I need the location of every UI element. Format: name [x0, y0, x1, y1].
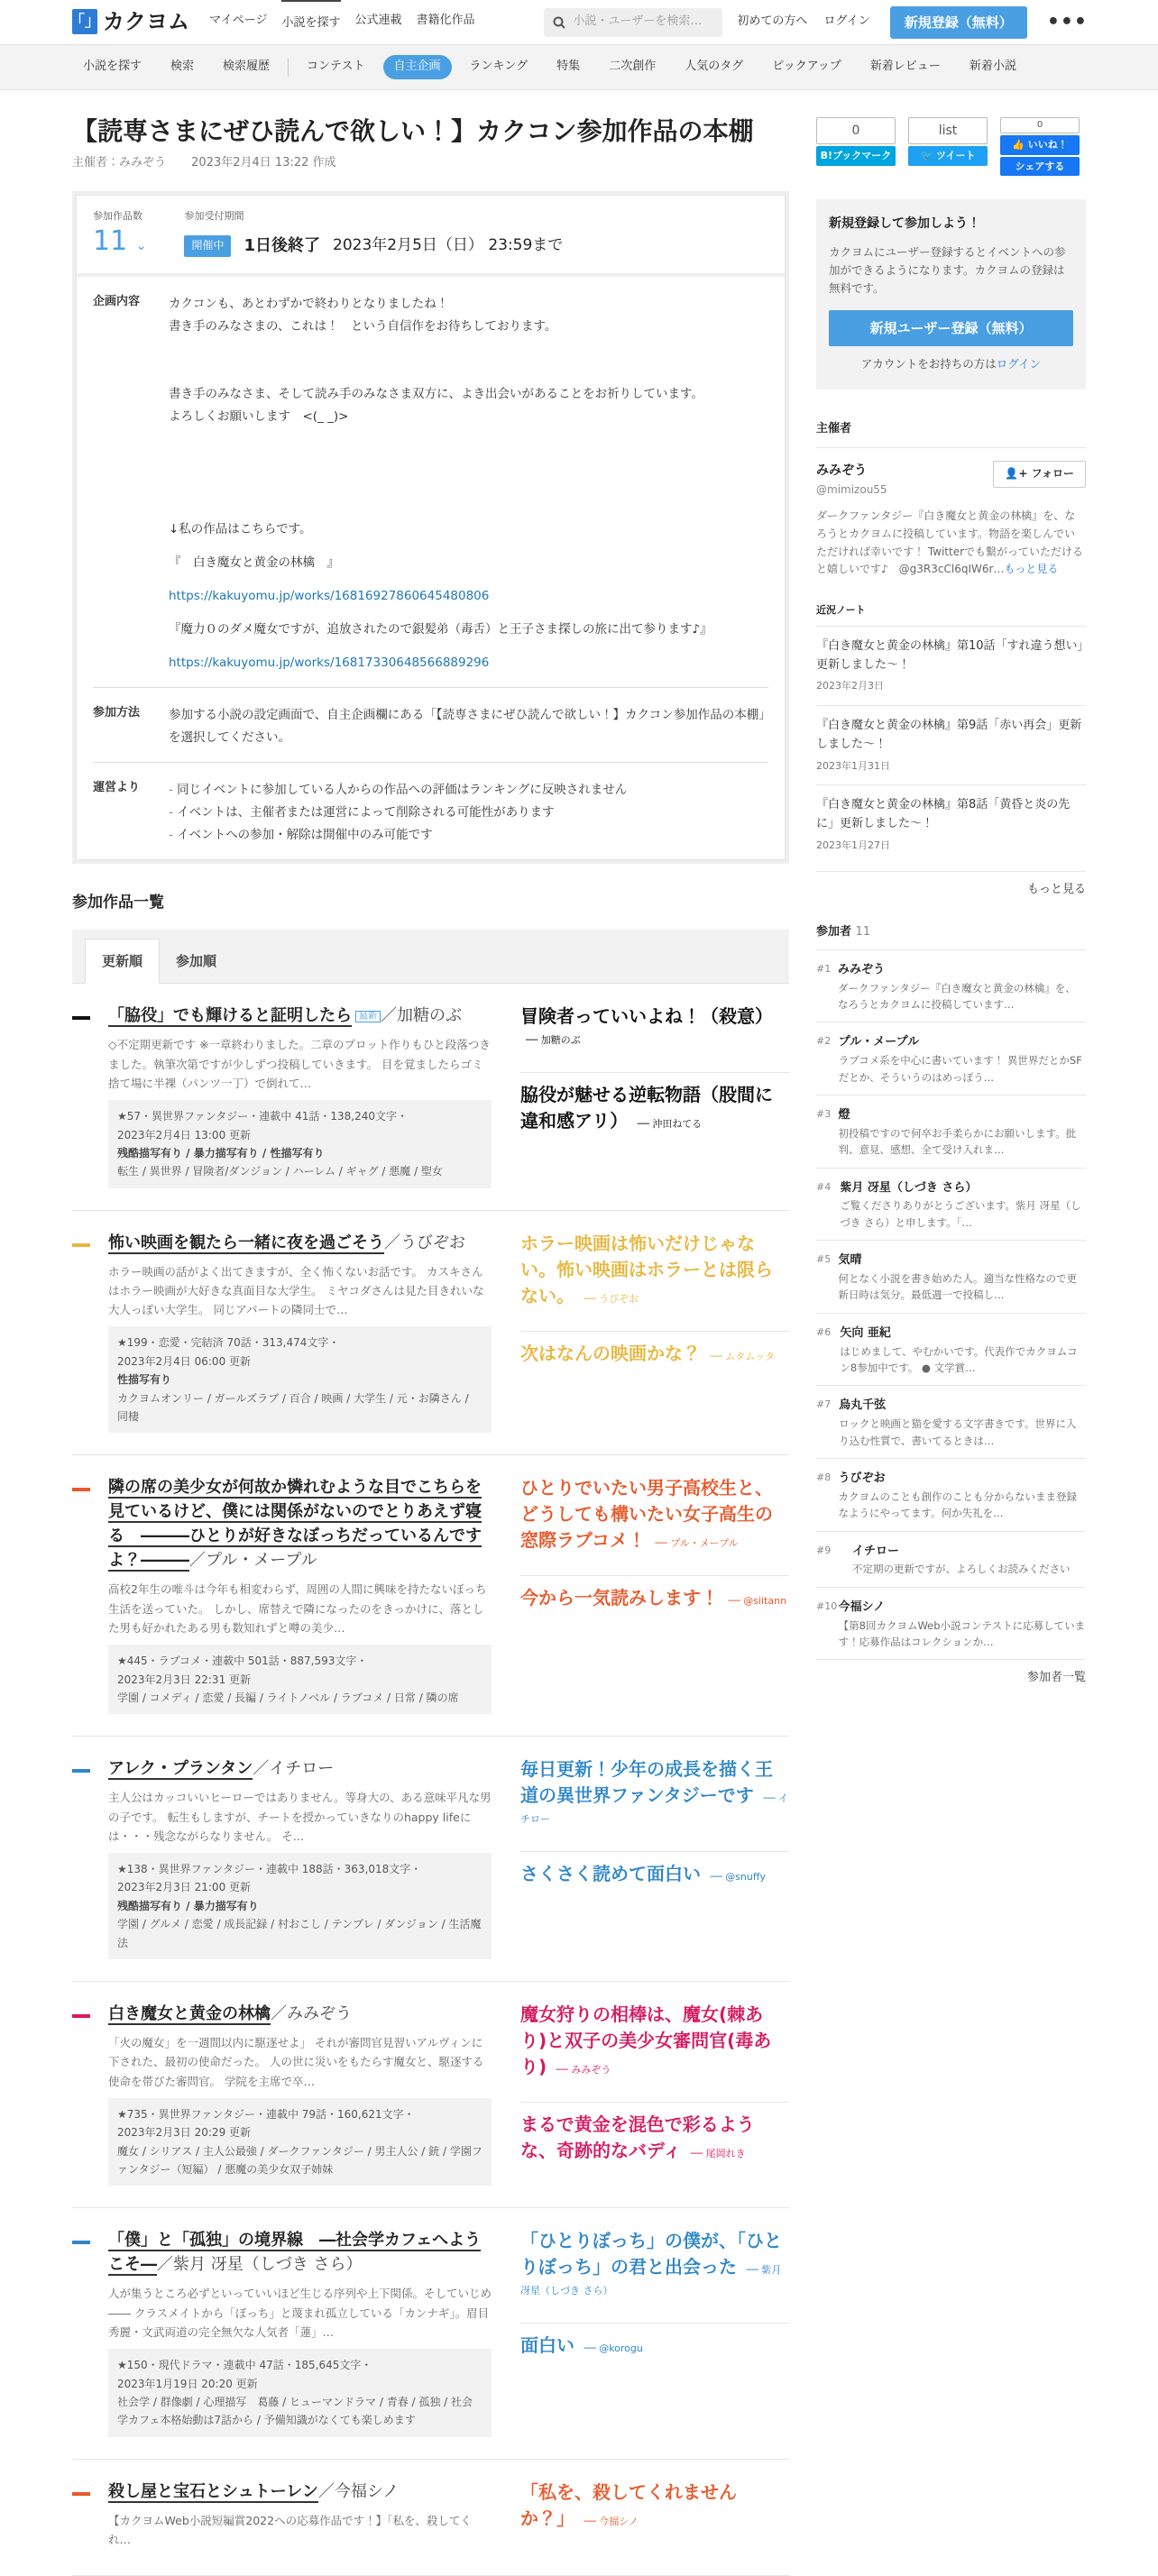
content-line: 『魔力０のダメ魔女ですが、追放されたので銀髪弟（毒舌）と王子さま探しの旅に出て参ります♪』 — [169, 622, 712, 637]
signup-button[interactable]: 新規ユーザー登録（無料） — [829, 310, 1073, 346]
participant-bio: 【第8回カクヨムWeb小説コンテストに応募しています！応募作品はコレクションか… — [838, 1618, 1086, 1648]
content-line: よろしくお願いします <(_ _)> — [169, 409, 349, 425]
participant-item[interactable] — [816, 1587, 1086, 1660]
chevron-down-icon: ⌄ — [135, 238, 147, 253]
participant-rank: #2 — [816, 1035, 832, 1048]
review-author: ── プル・メープル — [655, 1537, 739, 1550]
rule-item: - 同じイベントに参加している人からの作品への評価はランキングに反映されません — [169, 779, 768, 802]
share-button[interactable]: シェアする — [1000, 157, 1080, 177]
work-author[interactable]: ／うびぞお — [384, 1233, 465, 1252]
rules — [77, 763, 785, 859]
work-item — [72, 1455, 789, 1737]
work-count[interactable]: 11 ⌄ — [93, 225, 147, 257]
nav-books[interactable]: 書籍化作品 — [416, 13, 475, 27]
work-author[interactable]: ／プル・メープル — [189, 1551, 317, 1571]
work-item — [72, 984, 789, 1210]
rule-item: - イベントは、主催者または運営によって削除される可能性があります — [169, 802, 768, 824]
review-author: ── @snuffy — [710, 1870, 766, 1883]
tab-joined[interactable]: 参加順 — [176, 953, 217, 970]
subnav-pickup[interactable]: ピックアップ — [772, 60, 841, 74]
rules-label: 運営より — [93, 781, 141, 795]
work-reviews — [520, 2228, 789, 2436]
work-link[interactable]: https://kakuyomu.jp/works/16817330648566889296 — [169, 655, 490, 671]
nav-official[interactable]: 公式連載 — [354, 13, 402, 27]
login-prefix: アカウントをお持ちの方は — [860, 356, 997, 371]
organizer-name[interactable]: みみぞう — [816, 463, 867, 479]
deadline: 2023年2月5日（日） 23:59まで — [333, 236, 564, 255]
search-placeholder: 小説・ユーザーを検索… — [573, 14, 703, 29]
participants-count: 11 — [855, 925, 871, 940]
participant-item[interactable] — [816, 1095, 1086, 1168]
participant-name: イチロー — [852, 1544, 900, 1558]
content-line: ↓私の作品はこちらです。 — [169, 522, 312, 537]
participant-bio: カクヨムのことも創作のことも分からないまま登録なようにやってます。何か失礼を… — [838, 1490, 1078, 1520]
review-author: ── @siitann — [728, 1595, 787, 1608]
participant-item[interactable] — [816, 1385, 1086, 1458]
login-link[interactable]: ログイン — [823, 14, 870, 29]
review-item[interactable]: 冒険者っていいよね！（殺意） ── 加糖のぶ — [520, 1005, 773, 1047]
like-button[interactable]: 👍 いいね！ — [1000, 135, 1080, 155]
review-author: ── @korogu — [584, 2342, 643, 2354]
work-item — [72, 1982, 789, 2208]
subnav-fanfic[interactable]: 二次創作 — [609, 60, 657, 74]
remaining-time: 1日後終了 — [244, 235, 321, 255]
more-menu-icon[interactable]: ••• — [1046, 10, 1088, 33]
work-color-bar — [72, 1488, 90, 1491]
participant-item[interactable] — [816, 1531, 1086, 1587]
participant-rank: #6 — [816, 1325, 832, 1338]
subnav-reviews[interactable]: 新着レビュー — [869, 60, 941, 74]
content-line — [169, 451, 768, 473]
work-link[interactable]: https://kakuyomu.jp/works/16816927860645480806 — [169, 589, 490, 604]
share-buttons — [816, 117, 1086, 176]
sidebar-login-link[interactable]: ログイン — [996, 356, 1042, 371]
follow-button[interactable]: 👤+ フォロー — [993, 461, 1086, 487]
content-line: 書き手のみなさま、そして読み手のみなさま双方に、よき出会いがあることをお祈りしています。 — [169, 387, 703, 402]
participant-name: 紫月 冴星（しづき さら） — [840, 1180, 978, 1195]
work-tags[interactable]: 転生 / 異世界 / 冒険者/ダンジョン / ハーレム / ギャグ / 悪魔 / 聖女 — [117, 1165, 443, 1178]
organizer-id: @mimizou55 — [816, 482, 887, 496]
participant-bio: 不定期の更新ですが、よろしくお読みください — [852, 1563, 1071, 1576]
review-item[interactable]: 「ひとりぼっち」の僕が、「ひとりぼっち」の君と出会った ── 紫月 冴星（しづき さら） — [520, 2230, 782, 2297]
review-author: ── 今福シノ — [584, 2515, 639, 2527]
join-method — [77, 688, 785, 762]
participant-bio: 初投稿ですので何卒お手柔らかにお願いします。批判、意見、感想、全て受け入れま… — [838, 1126, 1077, 1157]
work-reviews — [520, 1475, 789, 1714]
content-line: 書き手のみなさまの、これは！ という自信作をお待ちしております。 — [169, 319, 557, 335]
participant-rank: #5 — [816, 1253, 832, 1266]
content-line — [169, 473, 768, 496]
organizer-card — [816, 447, 1086, 579]
work-title[interactable]: 「僕」と「孤独」の境界線 ―社会学カフェへようこそ― — [108, 2231, 482, 2275]
work-reviews — [520, 2002, 789, 2186]
work-description: 人が集うところ必ずといっていいほど生じる序列や上下関係。そしていじめ―― クラスメイトから「ぼっち」と蔑まれ孤立している「カンナギ」。眉目秀麗・文武両道の完全無欠な人気者「蓮」… — [108, 2287, 492, 2339]
sidebar — [816, 90, 1086, 2576]
event-overview — [77, 196, 785, 277]
content-line — [169, 338, 768, 361]
participant-rank: #8 — [816, 1471, 832, 1483]
participant-name: プル・メープル — [838, 1035, 920, 1050]
participant-bio: ダークファンタジー『白き魔女と黄金の林檎』を、なろうとカクヨムに投稿しています… — [837, 981, 1076, 1012]
participant-name: 気晴 — [838, 1253, 862, 1268]
review-item[interactable]: ひとりでいたい男子高校生と、どうしても構いたい女子高生の窓際ラブコメ！ ── プル・メープル — [520, 1477, 773, 1552]
participant-rank: #1 — [816, 962, 832, 975]
content-line — [169, 428, 768, 451]
rule-item: - イベントへの参加・解除は開催中のみ可能です — [169, 824, 768, 847]
work-author[interactable]: ／加糖のぶ — [381, 1006, 462, 1026]
work-reviews — [520, 2480, 789, 2553]
participant-item[interactable] — [816, 1022, 1086, 1095]
content-label: 企画内容 — [93, 295, 141, 309]
work-description: 主人公はカッコいいヒーローではありません。等身大の、ある意味平凡な男の子です。 転生もしますが、チートを授かっていきなりのhappy lifeには・・・残念ながらなりません。 そ… — [108, 1791, 492, 1843]
work-author[interactable]: ／紫月 冴星（しづき さら） — [157, 2255, 363, 2275]
work-color-bar — [72, 2492, 90, 2496]
note-item[interactable]: 『白き魔女と黄金の林檎』第9話「赤い再会」更新しました～！ 2023年1月31日 — [816, 705, 1086, 784]
review-item[interactable]: 次はなんの映画かな？ ── ムタムッタ — [520, 1331, 789, 1378]
review-author: ── 加糖のぶ — [526, 1034, 581, 1047]
search-input[interactable] — [544, 8, 722, 37]
review-author: ── 紫月 冴星（しづき さら） — [520, 2264, 782, 2297]
participant-name: 燈 — [838, 1108, 850, 1123]
work-reviews — [520, 1231, 789, 1434]
organizer-bio: ダークファンタジー『白き魔女と黄金の林檎』を、なろうとカクヨムに投稿しています。物語を楽しんでいただければ幸いです！ Twitterでも繋がっていただけると嬉しいです♪ @g3R3cCl6qIW6r… — [816, 509, 1084, 576]
join-title: 新規登録して参加しよう！ — [829, 216, 980, 232]
work-reviews — [520, 1756, 789, 1959]
work-description: 「火の魔女」を一週間以内に駆逐せよ」 それが審問官見習いアルヴィンに下された、最初の使命だった。 人の世に災いをもたらす魔女と、駆逐する使命を帯びた審問官。 学院を主席で卒… — [108, 2036, 484, 2088]
bookmark-count: 0 — [816, 117, 896, 144]
work-title[interactable]: アレク・プランタン — [108, 1759, 253, 1779]
join-box — [816, 199, 1086, 389]
review-item[interactable]: 魔女狩りの相棒は、魔女(棘あり)と双子の美少女審問官(毒あり) ── みみぞう — [520, 2003, 772, 2078]
event-content — [77, 277, 785, 687]
work-title[interactable]: 怖い映画を観たら一緒に夜を過ごそう — [108, 1233, 384, 1252]
participant-bio: ご覧くださりありがとうございます。紫月 冴星（しづき さら）と申します。「… — [840, 1199, 1081, 1229]
review-item[interactable]: さくさく読めて面白い ── @snuffy — [520, 1851, 789, 1898]
subnav-find[interactable]: 小説を探す — [83, 60, 142, 74]
user-plus-icon: 👤+ — [1005, 467, 1028, 481]
method-text: 参加する小説の設定画面で、自主企画欄にある「【読専さまにぜひ読んで欲しい！】カクコン参加作品の本棚」を選択してください。 — [169, 708, 765, 746]
work-color-bar — [72, 2241, 90, 2244]
work-item — [72, 1211, 789, 1456]
participant-item[interactable] — [816, 1240, 1086, 1313]
subnav-divider — [288, 59, 289, 77]
work-title[interactable]: 「脇役」でも輝けると証明したら — [108, 1006, 352, 1026]
content-line — [169, 361, 768, 383]
review-item[interactable]: 今から一気読みします！ ── @siitann — [520, 1575, 789, 1622]
work-stats: ★735・異世界ファンタジー・連載中 79話・160,621文字・ 2023年2月3日 20:29 更新 魔女 / シリアス / 主人公最強 / ダークファンタジー / 男主人公 / 銃 / 学園ファンタジー（短編） / 悪魔の美少女双子姉妹 — [108, 2098, 492, 2186]
work-stats: ★445・ラブコメ・連載中 501話・887,593文字・ 2023年2月3日 22:31 更新 学園 / コメディ / 恋愛 / 長編 / ライトノベル / ラブコメ / 日常 / 隣の席 — [108, 1645, 492, 1714]
subnav-events[interactable]: 自主企画 — [383, 55, 452, 79]
review-item[interactable]: 「私を、殺してくれませんか？」 ── 今福シノ — [520, 2480, 737, 2529]
method-label: 参加方法 — [93, 706, 141, 720]
notes-more-link[interactable]: もっと見る — [816, 871, 1086, 900]
organizer-heading: 主催者 — [816, 421, 852, 435]
participant-name: みみぞう — [837, 962, 885, 976]
work-color-bar — [72, 1243, 90, 1247]
participant-name: 今福シノ — [838, 1600, 886, 1614]
period-label: 参加受付期間 — [184, 209, 244, 222]
count-label: 参加作品数 — [93, 209, 142, 222]
participants-list-link[interactable]: 参加者一覧 — [816, 1659, 1086, 1688]
page-title: 【読専さまにぜひ読んで欲しい！】カクコン参加作品の本棚 — [72, 116, 754, 146]
work-description: ホラー映画の話がよく出てきますが、全く怖くないお話です。 カスキさんはホラー映画が大好きな真面目な大学生。 ミヤコダさんは見た目きれいな大人っぽい大学生。 同じアパートの隣同士で… — [108, 1264, 484, 1317]
works-tabs — [72, 930, 789, 984]
work-stats: ★150・現代ドラマ・連載中 47話・185,645文字・ 2023年1月19日 20:20 更新 社会学 / 群像劇 / 心理描写 葛藤 / ヒューマンドラマ / 青春 / 孤独 / 社会学カフェ本格始動は7話から / 予備知識がなくても楽しめます — [108, 2349, 492, 2437]
work-author[interactable]: ／今福シノ — [317, 2481, 400, 2501]
subnav-contest[interactable]: コンテスト — [307, 60, 365, 74]
review-item[interactable]: まるで黄金を混色で彩るような、奇跡的なバディ ── 尾岡れき — [520, 2102, 789, 2175]
status-badge: 開催中 — [184, 235, 231, 256]
work-tags[interactable]: 学園 / グルメ / 恋愛 / 成長記録 / 村おこし / テンプレ / ダンジョン / 生活魔法 — [117, 1918, 482, 1949]
participants-list — [816, 949, 1086, 1659]
subnav-history[interactable]: 検索履歴 — [223, 60, 271, 74]
participant-rank: #10 — [816, 1600, 838, 1612]
work-tags[interactable]: 社会学 / 群像劇 / 心理描写 葛藤 / ヒューマンドラマ / 青春 / 孤独 / 社会学カフェ本格始動は7話から / 予備知識がなくても楽しめます — [117, 2395, 473, 2427]
created-date: 2023年2月4日 13:22 作成 — [191, 156, 336, 170]
review-author: ── うびぞお — [584, 1292, 639, 1305]
logo-mark-icon: 「」 — [72, 9, 97, 34]
subnav-ranking[interactable]: ランキング — [469, 60, 528, 74]
participant-item[interactable] — [816, 1168, 1086, 1241]
work-stats: ★199・恋愛・完結済 70話・313,474文字・ 2023年2月4日 06:00 更新 性描写有り カクヨムオンリー / ガールズラブ / 百合 / 映画 / 大学生 / 元・お隣さん / 同棲 — [108, 1326, 492, 1433]
like-count: 0 — [1000, 117, 1080, 133]
subnav-new[interactable]: 新着小説 — [969, 60, 1016, 74]
subnav-search[interactable]: 検索 — [170, 60, 195, 74]
review-author: ── 尾岡れき — [690, 2148, 746, 2160]
review-author: ── ムタムッタ — [710, 1350, 776, 1362]
work-tags[interactable]: 魔女 / シリアス / 主人公最強 / ダークファンタジー / 男主人公 / 銃 / 学園ファンタジー（短編） / 悪魔の美少女双子姉妹 — [117, 2144, 482, 2176]
participant-item[interactable] — [816, 949, 1086, 1022]
notes-heading: 近況ノート — [816, 604, 866, 617]
works-heading: 参加作品一覧 — [72, 894, 164, 912]
participants-heading: 参加者 — [816, 925, 852, 940]
event-detail-box — [72, 191, 789, 864]
review-item[interactable]: ホラー映画は怖いだけじゃない。怖い映画はホラーとは限らない。 ── うびぞお — [520, 1232, 773, 1306]
join-text: カクヨムにユーザー登録するとイベントへの参加ができるようになります。カクヨムの登録は無料です。 — [829, 244, 1066, 295]
list-button[interactable]: list — [908, 117, 988, 144]
works-list — [72, 984, 789, 2575]
review-item[interactable]: 毎日更新！少年の成長を描く王道の異世界ファンタジーです ── イチロー — [520, 1758, 789, 1826]
content-line: カクコンも、あとわずかで終わりとなりましたね！ — [169, 297, 449, 312]
participant-bio: ロックと映画と猫を愛する文字書きです。世界に入り込む性質で、書いてるときは… — [839, 1417, 1077, 1447]
work-item — [72, 1737, 789, 1982]
participant-rank: #9 — [816, 1544, 832, 1556]
review-author: ── 沖田ねてる — [637, 1117, 703, 1130]
site-logo[interactable] — [69, 5, 189, 39]
work-stats: ★138・異世界ファンタジー・連載中 188話・363,018文字・ 2023年2月3日 21:00 更新 残酷描写有り / 暴力描写有り 学園 / グルメ / 恋愛 / 成長記録 / 村おこし / テンプレ / ダンジョン / 生活魔法 — [108, 1853, 492, 1959]
subnav-tags[interactable]: 人気のタグ — [685, 60, 744, 74]
main-column — [72, 90, 789, 2576]
review-item[interactable]: 面白い ── @korogu — [520, 2323, 789, 2370]
work-tags[interactable]: 学園 / コメディ / 恋愛 / 長編 / ライトノベル / ラブコメ / 日常 / 隣の席 — [117, 1691, 459, 1704]
register-button[interactable]: 新規登録（無料） — [890, 6, 1027, 39]
content-line: 『 白き魔女と黄金の林檎 』 — [169, 555, 339, 571]
participant-rank: #7 — [816, 1398, 832, 1411]
header-nav — [209, 0, 475, 45]
work-title[interactable]: 殺し屋と宝石とシュトーレン — [108, 2481, 318, 2501]
note-item[interactable]: 『白き魔女と黄金の林檎』第10話「すれ違う想い」更新しました～！ 2023年2月3日 — [816, 626, 1086, 705]
tweet-button[interactable]: 🐦 ツイート — [908, 146, 988, 166]
search-icon — [553, 16, 565, 29]
work-title[interactable]: 隣の席の美少女が何故か憐れむような目でこちらを見ているけど、僕には関係がないのでとりあえず寝る ―――ひとりが好きなぼっちだっているんですよ？――― — [108, 1478, 482, 1571]
nav-mypage[interactable]: マイページ — [209, 13, 268, 27]
work-color-bar — [72, 1769, 90, 1773]
site-header — [0, 0, 1158, 45]
work-tags[interactable]: カクヨムオンリー / ガールズラブ / 百合 / 映画 / 大学生 / 元・お隣さん / 同棲 — [117, 1391, 469, 1424]
participant-bio: ラブコメ系を中心に書いています！ 異世界だとかSFだとか、そういうのはめっぽう… — [838, 1054, 1082, 1084]
participant-name: うびぞお — [838, 1471, 886, 1485]
work-description: ◇不定期更新です ※一章終わりました。二章のプロット作りもひと段落つきました。執筆次第ですが少しずつ投稿していきます。 目を覚ましたらゴミ捨て場に半裸（パンツ一丁）で倒れて… — [108, 1038, 491, 1090]
participant-rank: #4 — [816, 1180, 832, 1193]
review-author: ── みみぞう — [556, 2064, 611, 2076]
note-item[interactable]: 『白き魔女と黄金の林檎』第8話「黄昏と炎の先に」更新しました～！ 2023年1月27日 — [816, 784, 1086, 864]
work-stats: ★57・異世界ファンタジー・連載中 41話・138,240文字・ 2023年2月4日 13:00 更新 残酷描写有り / 暴力描写有り / 性描写有り 転生 / 異世界 / 冒険者/ダンジョン / ハーレム / ギャグ / 悪魔 / 聖女 — [108, 1100, 492, 1188]
hatena-bookmark-button[interactable]: B!ブックマーク — [816, 146, 896, 166]
participant-item[interactable] — [816, 1313, 1086, 1386]
new-badge: 最新 — [355, 1011, 381, 1022]
work-description: 【カクヨムWeb小説短編賞2022への応募作品です！】「私を、殺してくれ… — [108, 2513, 472, 2546]
participant-item[interactable] — [816, 1458, 1086, 1531]
review-author: ── イチロー — [520, 1792, 789, 1826]
logo-text: カクヨム — [103, 9, 189, 35]
participant-bio: 何となく小説を書き始めた人。適当な性格なので更新日時は気分。最低週一で投稿し… — [838, 1272, 1077, 1302]
work-color-bar — [72, 2014, 90, 2018]
participant-rank: #3 — [816, 1108, 832, 1121]
work-description: 高校2年生の唯斗は今年も相変わらず、周囲の人間に興味を持たないぼっち生活を送っていた。 しかし、席替えで隣になったのをきっかけに、落とした男も好かれたある男も数知れずと噂の美少… — [108, 1582, 487, 1635]
work-title[interactable]: 白き魔女と黄金の林檎 — [108, 2004, 271, 2024]
event-meta — [72, 154, 789, 173]
work-color-bar — [72, 1016, 90, 1020]
twitter-icon: 🐦 — [920, 150, 933, 161]
thumbs-up-icon: 👍 — [1012, 139, 1025, 151]
work-author[interactable]: ／イチロー — [253, 1759, 335, 1779]
first-time-link[interactable]: 初めての方へ — [737, 14, 808, 29]
participant-name: 烏丸千弦 — [839, 1398, 887, 1413]
participant-name: 矢向 亜紀 — [840, 1325, 891, 1340]
nav-find-novels[interactable]: 小説を探す — [281, 0, 340, 45]
subnav-feature[interactable]: 特集 — [556, 60, 581, 74]
work-item — [72, 2208, 789, 2459]
review-item[interactable]: 脇役が魅せる逆転物語（股間に違和感アリ） ── 沖田ねてる — [520, 1072, 789, 1145]
work-item — [72, 2460, 789, 2576]
work-author[interactable]: ／みみぞう — [271, 2004, 352, 2024]
bio-more-link[interactable]: もっと見る — [1004, 563, 1059, 576]
sub-nav — [0, 45, 1158, 90]
tab-updated[interactable]: 更新順 — [85, 939, 160, 984]
organizer-label[interactable]: 主催者：みみぞう — [72, 156, 167, 170]
participant-bio: はじめまして、やむかいです。代表作でカクヨムコン8参加中です。 ● 文学賞… — [840, 1344, 1078, 1374]
work-reviews — [520, 1004, 789, 1187]
